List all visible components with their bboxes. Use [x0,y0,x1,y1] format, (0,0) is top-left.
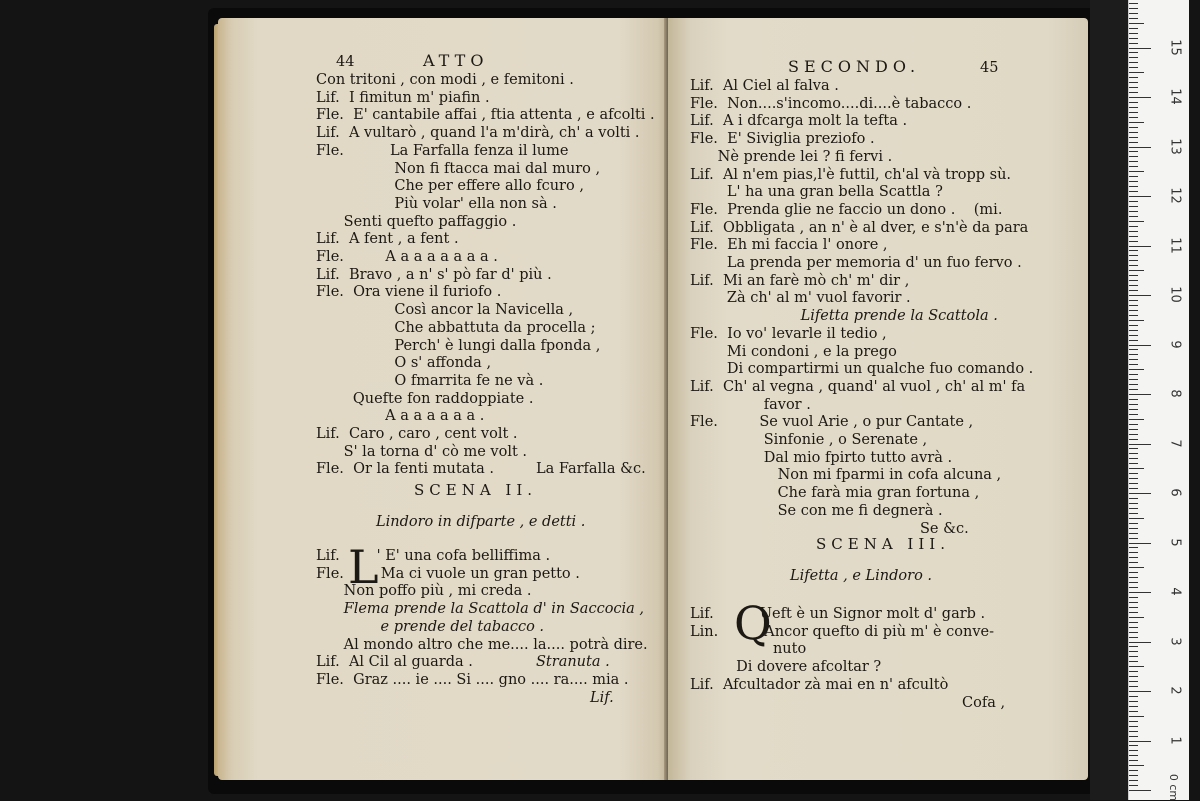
ruler-number: 4 [1167,587,1183,596]
ruler-tick [1129,315,1138,316]
ruler-tick [1129,686,1138,687]
ruler-tick [1129,666,1144,667]
ruler-tick [1129,300,1138,301]
ruler-tick [1129,627,1138,628]
ruler-tick [1129,646,1138,647]
ruler-number: 14 [1167,88,1183,105]
ruler-tick [1129,671,1138,672]
ruler-tick [1129,236,1138,237]
text-line: Lif. Al Ciel al falva . [690,78,839,94]
text-line: S' la torna d' cò me volt . [316,443,528,460]
ruler-tick [1129,38,1138,39]
ruler-tick [1129,87,1138,88]
text-line: Lif. Ueft è un Signor molt d' garb . [690,606,986,622]
ruler-tick [1129,122,1144,123]
text-line: Se con me fi degnerà . [690,502,943,519]
ruler-tick [1129,439,1138,440]
ruler-tick [1129,463,1138,464]
ruler-tick [1129,221,1144,222]
ruler-tick [1129,493,1151,494]
running-header-left: ATTO [423,51,489,70]
ruler-number: 5 [1167,537,1183,547]
text-line: Se &c. [920,520,969,537]
measurement-ruler [1128,0,1189,800]
text-line: Flema prende la Scattola d' in Saccocia , [316,601,645,618]
ruler-tick [1129,191,1138,192]
ruler-tick [1129,18,1138,19]
ruler-tick [1129,399,1138,400]
text-line: Nè prende lei ? fi fervi . [690,148,893,165]
ruler-number: 8 [1167,389,1183,398]
ruler-tick [1129,340,1138,341]
ruler-tick [1129,77,1138,78]
text-line: Quefte fon raddoppiate . [316,390,534,407]
ruler-tick [1129,701,1138,702]
text-line: Fle. Graz .... ie .... Si .... gno .... ra.... mia . [316,671,629,688]
text-line: Non mi fparmi in cofa alcuna , [690,467,1002,484]
ruler-tick [1129,453,1138,454]
ruler-tick [1129,156,1138,157]
ruler-tick [1129,161,1138,162]
ruler-tick [1129,557,1138,558]
text-line: Lif. Caro , caro , cent volt . [316,426,518,442]
text-line: Lin. Ancor quefto di più m' è conve- [690,623,995,640]
ruler-tick [1129,13,1138,14]
ruler-unit-label: 0 cm [1166,773,1180,801]
text-line: Fle. Non....s'incomo....di....è tabacco . [690,95,972,112]
left-page [218,18,668,780]
ruler-tick [1129,231,1138,232]
ruler-tick [1129,107,1138,108]
scene-title-left: SCENA II. [414,481,538,499]
ruler-tick [1129,176,1138,177]
ruler-tick [1129,607,1138,608]
ruler-tick [1129,528,1138,529]
text-line: Lif. Ch' al vegna , quand' al vuol , ch' al m' fa [690,378,1026,395]
ruler-tick [1129,780,1138,781]
ruler-tick [1129,567,1144,568]
ruler-tick [1129,270,1144,271]
text-line: Fle. La Farfalla fenza il lume [316,142,569,159]
ruler-tick [1129,379,1138,380]
text-line: Lif. A fent , a fent . [316,231,459,248]
ruler-tick [1129,335,1138,336]
ruler-tick [1129,458,1138,459]
ruler-tick [1129,696,1138,697]
ruler-tick [1129,736,1138,737]
ruler-tick [1129,468,1144,469]
page-number-left: 44 [336,54,355,70]
ruler-tick [1129,676,1138,677]
ruler-tick [1129,295,1151,296]
ruler-tick [1129,33,1138,34]
ruler-tick [1129,429,1138,430]
text-line: Dal mio fpirto tutto avrà . [690,449,953,466]
text-line: Stranuta . [536,654,610,671]
running-header-right: SECONDO. [788,57,921,76]
text-line: Fle. E' Siviglia preziofo . [690,131,875,148]
text-line: Che farà mia gran fortuna , [690,485,980,502]
ruler-tick [1129,57,1138,58]
ruler-tick [1129,582,1138,583]
ruler-tick [1129,538,1138,539]
ruler-tick [1129,741,1151,742]
ruler-tick [1129,285,1138,286]
ruler-tick [1129,533,1138,534]
ruler-tick [1129,67,1138,68]
ruler-tick [1129,62,1138,63]
ruler-tick [1129,216,1138,217]
text-line: A a a a a a a . [316,408,485,425]
ruler-tick [1129,260,1138,261]
dropcap-left: L [348,540,379,594]
ruler-tick [1129,498,1138,499]
scene-title-right: SCENA III. [816,535,950,553]
ruler-tick [1129,572,1138,573]
ruler-tick [1129,503,1138,504]
ruler-tick [1129,473,1138,474]
text-line: L' ha una gran bella Scattla ? [690,184,943,201]
ruler-tick [1129,255,1138,256]
ruler-tick [1129,434,1138,435]
ruler-tick [1129,28,1138,29]
ruler-tick [1129,552,1138,553]
text-line: Fle. E' cantabile affai , ftia attenta , e afcolti . [316,107,655,124]
ruler-tick [1129,632,1138,633]
ruler-tick [1129,775,1138,776]
ruler-tick [1129,656,1138,657]
ruler-tick [1129,726,1138,727]
text-line: Lif. A vultarò , quand l'a m'dirà, ch' a volti . [316,125,640,142]
text-line: Perch' è lungi dalla fponda , [316,337,601,354]
ruler-tick [1129,750,1138,751]
ruler-tick [1129,325,1138,326]
ruler-tick [1129,523,1138,524]
text-line: Zà ch' al m' vuol favorir . [690,290,911,307]
ruler-tick [1129,137,1138,138]
ruler-tick [1129,790,1151,791]
text-line: Lif. I fimitun m' piafin . [316,89,490,106]
ruler-tick [1129,394,1151,395]
text-line: Fle. Ora viene il furiofo . [316,284,502,301]
text-line: Fle. Or la fenti mutata . [316,461,495,478]
ruler-tick [1129,765,1144,766]
text-line: Così ancor la Navicella , [316,302,574,319]
ruler-number: 3 [1167,636,1183,646]
ruler-tick [1129,147,1151,148]
scene-subtitle-right: Lifetta , e Lindoro . [790,568,933,584]
ruler-number: 6 [1167,488,1183,497]
ruler-number: 10 [1167,286,1183,303]
ruler-tick [1129,691,1151,692]
ruler-tick [1129,448,1138,449]
text-line: favor . [690,396,811,413]
text-line: Al mondo altro che me.... la.... potrà dire. [316,636,648,653]
text-line: Non fi ftacca mai dal muro , [316,160,601,177]
ruler-tick [1129,359,1138,360]
ruler-tick [1129,404,1138,405]
ruler-tick [1129,369,1144,370]
ruler-tick [1129,320,1144,321]
text-line: Che abbattuta da procella ; [316,319,596,336]
ruler-tick [1129,543,1151,544]
dropcap-right: Q [734,596,772,650]
ruler-number: 13 [1167,137,1183,155]
text-line: Fle. A a a a a a a a . [316,249,498,265]
ruler-number: 2 [1167,686,1183,695]
ruler-tick [1129,275,1138,276]
ruler-tick [1129,577,1138,578]
text-line: Lifetta prende la Scattola . [690,308,998,325]
ruler-tick [1129,745,1138,746]
ruler-tick [1129,330,1138,331]
ruler-tick [1129,241,1138,242]
ruler-tick [1129,731,1138,732]
background-cloth [1090,0,1130,800]
text-line: nuto [690,641,807,658]
ruler-tick [1129,478,1138,479]
text-line: Fle. Prenda glie ne faccio un dono . (mi. [690,201,1003,218]
ruler-tick [1129,681,1138,682]
ruler-tick [1129,384,1138,385]
text-line: Lif. Afcultador zà mai en n' afcultò [690,676,949,693]
text-line: Lif. Obbligata , an n' è al dver, e s'n'è da para [690,219,1029,236]
ruler-tick [1129,364,1138,365]
ruler-tick [1129,265,1138,266]
ruler-tick [1129,374,1138,375]
scene-subtitle-left: Lindoro in difparte , e detti . [376,514,586,530]
ruler-tick [1129,186,1138,187]
ruler-tick [1129,711,1138,712]
text-line: La Farfalla &c. [536,461,646,478]
ruler-tick [1129,310,1138,311]
text-line: Lif. Al Cil al guarda . [316,654,473,671]
text-line: Cofa , [962,694,1006,711]
ruler-number: 1 [1167,735,1183,745]
ruler-tick [1129,661,1138,662]
ruler-tick [1129,760,1138,761]
text-line: Lif. ' E' una cofa belliffima . [316,548,551,564]
ruler-tick [1129,518,1144,519]
ruler-tick [1129,444,1151,445]
text-line: O s' affonda , [316,355,492,372]
text-line: O fmarrita fe ne và . [316,372,544,389]
text-line: Fle. Io vo' levarle il tedio , [690,325,887,342]
ruler-tick [1129,587,1138,588]
text-line: Lif. Mi an farè mò ch' m' dir , [690,272,910,289]
ruler-tick [1129,721,1138,722]
ruler-tick [1129,622,1138,623]
ruler-number: 9 [1167,339,1183,349]
text-line: e prende del tabacco . [316,618,545,635]
ruler-tick [1129,8,1138,9]
ruler-tick [1129,280,1138,281]
ruler-tick [1129,770,1138,771]
ruler-tick [1129,488,1138,489]
ruler-tick [1129,112,1138,113]
ruler-tick [1129,201,1138,202]
page-number-right: 45 [980,60,999,76]
text-line: La prenda per memoria d' un fuo fervo . [690,255,1022,271]
text-line: Senti quefto paffaggio . [316,213,517,230]
ruler-tick [1129,419,1144,420]
ruler-tick [1129,290,1138,291]
ruler-tick [1129,755,1138,756]
ruler-tick [1129,592,1151,593]
ruler-tick [1129,97,1151,98]
ruler-tick [1129,345,1151,346]
ruler-tick [1129,562,1138,563]
ruler-tick [1129,48,1151,49]
ruler-tick [1129,142,1138,143]
ruler-tick [1129,409,1138,410]
text-line: Lif. A i dfcarga molt la tefta . [690,113,908,130]
ruler-tick [1129,637,1138,638]
text-line: Con tritoni , con modi , e femitoni . [316,72,574,88]
ruler-tick [1129,250,1138,251]
ruler-number: 7 [1167,438,1183,448]
ruler-tick [1129,43,1138,44]
ruler-tick [1129,117,1138,118]
text-line: Fle. Eh mi faccia l' onore , [690,237,888,254]
ruler-tick [1129,102,1138,103]
ruler-tick [1129,508,1138,509]
ruler-tick [1129,354,1138,355]
ruler-tick [1129,513,1138,514]
text-line: Lif. Al n'em pias,l'è futtil, ch'al và tropp sù. [690,166,1012,183]
ruler-tick [1129,602,1138,603]
text-line: Fle. Se vuol Arie , o pur Cantate , [690,414,974,431]
ruler-tick [1129,132,1138,133]
ruler-tick [1129,305,1138,306]
text-line: Lif. [590,689,614,706]
text-line: Di dovere afcoltar ? [690,659,882,676]
ruler-tick [1129,92,1138,93]
ruler-number: 11 [1167,236,1183,254]
ruler-tick [1129,617,1144,618]
ruler-tick [1129,3,1138,4]
ruler-tick [1129,716,1144,717]
ruler-tick [1129,651,1138,652]
text-line: Mi condoni , e la prego [690,343,897,360]
ruler-tick [1129,72,1144,73]
ruler-tick [1129,196,1151,197]
ruler-tick [1129,171,1144,172]
text-line: Fle. Ma ci vuole un gran petto . [316,565,580,582]
ruler-tick [1129,424,1138,425]
ruler-tick [1129,706,1138,707]
ruler-tick [1129,414,1138,415]
ruler-tick [1129,642,1151,643]
ruler-tick [1129,349,1138,350]
text-line: Di compartirmi un qualche fuo comando . [690,361,1034,378]
ruler-tick [1129,211,1138,212]
ruler-tick [1129,597,1138,598]
text-line: Più volar' ella non sà . [316,195,557,212]
ruler-tick [1129,389,1138,390]
ruler-tick [1129,151,1138,152]
ruler-tick [1129,547,1138,548]
ruler-tick [1129,82,1138,83]
ruler-tick [1129,612,1138,613]
ruler-tick [1129,206,1138,207]
text-line: Che per effere allo fcuro , [316,178,584,195]
ruler-tick [1129,23,1144,24]
text-line: Non poffo più , mi creda . [316,583,532,600]
ruler-number: 12 [1167,187,1183,204]
text-line: Sinfonie , o Serenate , [690,432,928,448]
ruler-tick [1129,166,1138,167]
ruler-tick [1129,785,1138,786]
ruler-tick [1129,483,1138,484]
ruler-tick [1129,226,1138,227]
ruler-tick [1129,246,1151,247]
ruler-number: 15 [1167,38,1183,56]
right-page [668,18,1088,780]
ruler-tick [1129,52,1138,53]
ruler-tick [1129,181,1138,182]
text-line: Lif. Bravo , a n' s' pò far d' più . [316,266,552,283]
ruler-tick [1129,127,1138,128]
